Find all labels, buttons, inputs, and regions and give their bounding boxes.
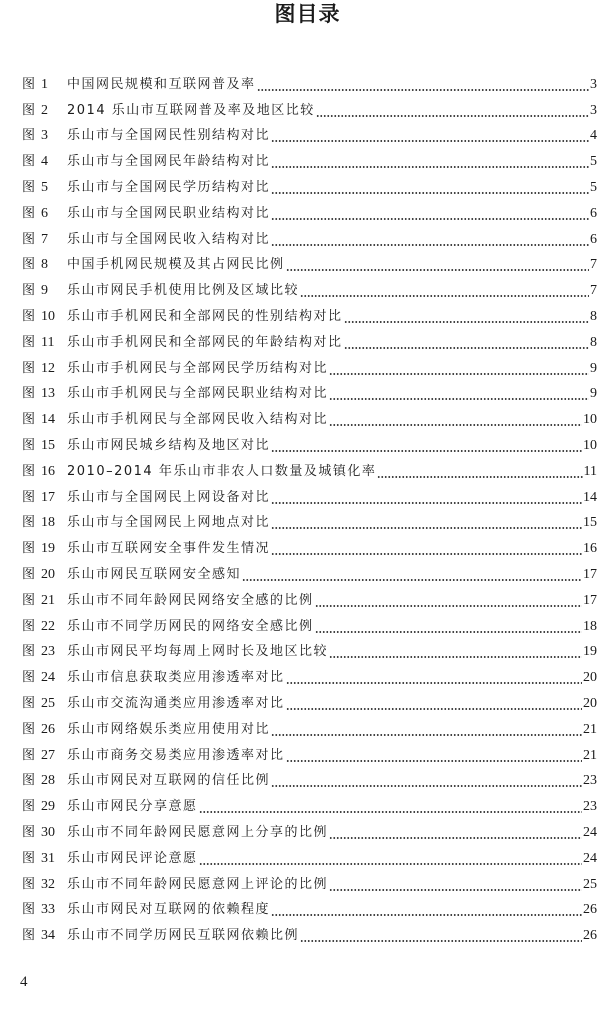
figure-index: 24: [41, 670, 56, 686]
figure-page: 4: [590, 128, 597, 144]
figure-number: [22, 589, 67, 613]
figure-number: [22, 331, 67, 355]
figure-title: 乐山市手机网民与全部网民收入结构对比: [67, 412, 329, 428]
figure-prefix: 图: [22, 283, 36, 299]
dot-leader: [329, 382, 589, 406]
toc-entry[interactable]: [22, 174, 597, 200]
dot-leader: [315, 615, 582, 639]
figure-page: 6: [590, 231, 597, 247]
figure-number: [22, 563, 67, 587]
toc-entry[interactable]: [22, 406, 597, 432]
dot-leader: [271, 486, 582, 510]
figure-page: 9: [590, 386, 597, 402]
toc-entry[interactable]: [22, 561, 597, 587]
toc-entry[interactable]: [22, 793, 597, 819]
dot-leader: [242, 563, 582, 587]
dot-leader: [329, 640, 582, 664]
figure-index: 11: [41, 334, 55, 350]
figure-title: 乐山市与全国网民上网设备对比: [67, 489, 271, 505]
dot-leader: [300, 279, 589, 303]
figure-prefix: 图: [22, 205, 36, 221]
figure-index: 2: [41, 102, 49, 118]
figure-number: [22, 305, 67, 329]
toc-entry[interactable]: [22, 329, 597, 355]
figure-index: 4: [41, 154, 49, 170]
figure-prefix: 图: [22, 799, 36, 815]
figure-prefix: 图: [22, 102, 36, 118]
figure-title: 乐山市网民手机使用比例及区域比较: [67, 283, 300, 299]
dot-leader: [271, 124, 589, 148]
figure-page: 17: [583, 592, 597, 608]
figure-prefix: 图: [22, 670, 36, 686]
figure-index: 17: [41, 489, 56, 505]
dot-leader: [286, 253, 589, 277]
figure-index: 1: [41, 76, 49, 92]
figure-number: [22, 795, 67, 819]
toc-entry[interactable]: [22, 922, 597, 948]
dot-leader: [257, 73, 589, 97]
figure-list: [22, 71, 597, 948]
figure-title: 乐山市手机网民和全部网民的年龄结构对比: [67, 334, 343, 350]
dot-leader: [344, 305, 589, 329]
toc-entry[interactable]: [22, 226, 597, 252]
figure-index: 31: [41, 850, 56, 866]
figure-number: [22, 511, 67, 535]
figure-page: 6: [590, 205, 597, 221]
figure-prefix: 图: [22, 824, 36, 840]
figure-number: [22, 486, 67, 510]
figure-number: [22, 847, 67, 871]
toc-entry[interactable]: [22, 768, 597, 794]
dot-leader: [271, 769, 582, 793]
dot-leader: [329, 357, 589, 381]
figure-title: 乐山市与全国网民职业结构对比: [67, 205, 271, 221]
dot-leader: [271, 718, 582, 742]
figure-index: 14: [41, 412, 56, 428]
figure-prefix: 图: [22, 721, 36, 737]
figure-page: 23: [583, 773, 597, 789]
figure-prefix: 图: [22, 566, 36, 582]
figure-index: 29: [41, 799, 56, 815]
toc-entry[interactable]: [22, 639, 597, 665]
toc-entry[interactable]: [22, 252, 597, 278]
figure-title: 乐山市网民对互联网的信任比例: [67, 773, 271, 789]
figure-title: 乐山市与全国网民学历结构对比: [67, 179, 271, 195]
figure-index: 5: [41, 179, 49, 195]
figure-prefix: 图: [22, 128, 36, 144]
figure-number: [22, 408, 67, 432]
figure-prefix: 图: [22, 773, 36, 789]
figure-prefix: 图: [22, 231, 36, 247]
page-number: 4: [20, 974, 28, 990]
figure-prefix: 图: [22, 437, 36, 453]
toc-entry[interactable]: [22, 97, 597, 123]
dot-leader: [329, 873, 582, 897]
figure-title: 乐山市手机网民与全部网民职业结构对比: [67, 386, 329, 402]
dot-leader: [271, 434, 582, 458]
figure-index: 22: [41, 618, 56, 634]
toc-entry[interactable]: [22, 690, 597, 716]
dot-leader: [271, 202, 589, 226]
dot-leader: [271, 511, 582, 535]
figure-page: 10: [583, 437, 597, 453]
figure-number: [22, 357, 67, 381]
dot-leader: [271, 150, 589, 174]
dot-leader: [344, 331, 589, 355]
toc-entry[interactable]: [22, 871, 597, 897]
figure-page: 20: [583, 670, 597, 686]
figure-prefix: 图: [22, 902, 36, 918]
figure-number: [22, 279, 67, 303]
figure-title: 乐山市不同学历网民的网络安全感比例: [67, 618, 314, 634]
figure-page: 5: [590, 179, 597, 195]
figure-number: [22, 898, 67, 922]
toc-entry[interactable]: [22, 587, 597, 613]
figure-index: 27: [41, 747, 56, 763]
figure-number: [22, 666, 67, 690]
dot-leader: [300, 924, 582, 948]
toc-entry[interactable]: [22, 148, 597, 174]
figure-title: 乐山市网民对互联网的依赖程度: [67, 902, 271, 918]
figure-number: [22, 873, 67, 897]
figure-page: 24: [583, 850, 597, 866]
toc-entry[interactable]: [22, 845, 597, 871]
figure-page: 11: [583, 463, 597, 479]
figure-number: [22, 744, 67, 768]
toc-entry[interactable]: [22, 432, 597, 458]
figure-prefix: 图: [22, 515, 36, 531]
figure-title: 乐山市手机网民与全部网民学历结构对比: [67, 360, 329, 376]
figure-title: 乐山市网民平均每周上网时长及地区比较: [67, 644, 329, 660]
figure-number: [22, 434, 67, 458]
figure-prefix: 图: [22, 308, 36, 324]
figure-prefix: 图: [22, 257, 36, 273]
dot-leader: [286, 692, 582, 716]
dot-leader: [329, 408, 582, 432]
figure-page: 18: [583, 618, 597, 634]
toc-entry[interactable]: [22, 742, 597, 768]
figure-index: 19: [41, 541, 56, 557]
figure-index: 10: [41, 308, 56, 324]
toc-entry[interactable]: [22, 277, 597, 303]
toc-entry[interactable]: [22, 458, 597, 484]
figure-page: 24: [583, 824, 597, 840]
dot-leader: [286, 744, 582, 768]
toc-entry[interactable]: [22, 123, 597, 149]
figure-index: 16: [41, 463, 56, 479]
figure-number: [22, 73, 67, 97]
figure-prefix: 图: [22, 334, 36, 350]
figure-index: 8: [41, 257, 49, 273]
figure-page: 7: [590, 257, 597, 273]
figure-title: 乐山市网民互联网安全感知: [67, 566, 242, 582]
figure-title: 乐山市与全国网民上网地点对比: [67, 515, 271, 531]
figure-index: 21: [41, 592, 56, 608]
figure-page: 3: [590, 102, 597, 118]
figure-index: 23: [41, 644, 56, 660]
toc-entry[interactable]: [22, 200, 597, 226]
toc-entry[interactable]: [22, 71, 597, 97]
figure-index: 13: [41, 386, 56, 402]
figure-number: [22, 99, 67, 123]
toc-entry[interactable]: [22, 664, 597, 690]
figure-number: [22, 692, 67, 716]
figure-title: 乐山市交流沟通类应用渗透率对比: [67, 695, 285, 711]
figure-page: 8: [590, 308, 597, 324]
figure-prefix: 图: [22, 179, 36, 195]
figure-index: 25: [41, 695, 56, 711]
figure-title: 乐山市商务交易类应用渗透率对比: [67, 747, 285, 763]
figure-title: 乐山市与全国网民年龄结构对比: [67, 154, 271, 170]
figure-title: 乐山市与全国网民性别结构对比: [67, 128, 271, 144]
figure-page: 5: [590, 154, 597, 170]
figure-number: [22, 718, 67, 742]
figure-index: 15: [41, 437, 56, 453]
figure-number: [22, 253, 67, 277]
figure-title: 中国网民规模和互联网普及率: [67, 76, 256, 92]
toc-entry[interactable]: [22, 484, 597, 510]
toc-entry[interactable]: [22, 716, 597, 742]
figure-prefix: 图: [22, 644, 36, 660]
figure-page: 17: [583, 566, 597, 582]
figure-page: 21: [583, 721, 597, 737]
toc-entry[interactable]: [22, 303, 597, 329]
figure-title: 乐山市信息获取类应用渗透率对比: [67, 670, 285, 686]
figure-page: 3: [590, 76, 597, 92]
figure-page: 26: [583, 902, 597, 918]
figure-title: 2014 乐山市互联网普及率及地区比较: [67, 102, 315, 118]
figure-prefix: 图: [22, 463, 36, 479]
figure-index: 3: [41, 128, 49, 144]
figure-number: [22, 460, 67, 484]
figure-prefix: 图: [22, 360, 36, 376]
figure-number: [22, 202, 67, 226]
figure-index: 9: [41, 283, 49, 299]
dot-leader: [286, 666, 582, 690]
figure-prefix: 图: [22, 412, 36, 428]
figure-page: 16: [583, 541, 597, 557]
figure-title: 乐山市网络娱乐类应用使用对比: [67, 721, 271, 737]
figure-index: 18: [41, 515, 56, 531]
figure-index: 30: [41, 824, 56, 840]
figure-number: [22, 382, 67, 406]
toc-entry[interactable]: [22, 510, 597, 536]
figure-title: 乐山市网民城乡结构及地区对比: [67, 437, 271, 453]
dot-leader: [377, 460, 582, 484]
figure-number: [22, 640, 67, 664]
figure-index: 20: [41, 566, 56, 582]
figure-index: 33: [41, 902, 56, 918]
figure-number: [22, 176, 67, 200]
figure-prefix: 图: [22, 154, 36, 170]
figure-index: 34: [41, 928, 56, 944]
figure-page: 20: [583, 695, 597, 711]
figure-title: 乐山市网民评论意愿: [67, 850, 198, 866]
figure-index: 12: [41, 360, 56, 376]
figure-index: 32: [41, 876, 56, 892]
toc-entry[interactable]: [22, 355, 597, 381]
figure-prefix: 图: [22, 386, 36, 402]
figure-index: 6: [41, 205, 49, 221]
figure-index: 28: [41, 773, 56, 789]
figure-number: [22, 124, 67, 148]
figure-prefix: 图: [22, 76, 36, 92]
figure-prefix: 图: [22, 541, 36, 557]
figure-prefix: 图: [22, 876, 36, 892]
figure-page: 14: [583, 489, 597, 505]
figure-title: 乐山市网民分享意愿: [67, 799, 198, 815]
figure-page: 25: [583, 876, 597, 892]
figure-page: 23: [583, 799, 597, 815]
figure-prefix: 图: [22, 618, 36, 634]
toc-entry[interactable]: [22, 613, 597, 639]
figure-prefix: 图: [22, 592, 36, 608]
figure-page: 8: [590, 334, 597, 350]
figure-page: 10: [583, 412, 597, 428]
dot-leader: [329, 821, 582, 845]
figure-prefix: 图: [22, 850, 36, 866]
figure-number: [22, 537, 67, 561]
dot-leader: [199, 795, 582, 819]
dot-leader: [271, 898, 582, 922]
figure-number: [22, 150, 67, 174]
figure-title: 乐山市互联网安全事件发生情况: [67, 541, 271, 557]
dot-leader: [271, 176, 589, 200]
figure-prefix: 图: [22, 695, 36, 711]
figure-number: [22, 924, 67, 948]
figure-title: 乐山市手机网民和全部网民的性别结构对比: [67, 308, 343, 324]
figure-page: 15: [583, 515, 597, 531]
toc-entry[interactable]: [22, 535, 597, 561]
figure-page: 19: [583, 644, 597, 660]
figure-number: [22, 821, 67, 845]
figure-index: 26: [41, 721, 56, 737]
dot-leader: [316, 99, 589, 123]
figure-title: 乐山市不同学历网民互联网依赖比例: [67, 928, 300, 944]
toc-entry[interactable]: [22, 381, 597, 407]
figure-number: [22, 228, 67, 252]
figure-page: 9: [590, 360, 597, 376]
figure-title: 2010–2014 年乐山市非农人口数量及城镇化率: [67, 463, 377, 479]
figure-number: [22, 615, 67, 639]
figure-title: 乐山市与全国网民收入结构对比: [67, 231, 271, 247]
figure-prefix: 图: [22, 747, 36, 763]
figure-page: 26: [583, 928, 597, 944]
figure-prefix: 图: [22, 489, 36, 505]
figure-title: 乐山市不同年龄网民愿意网上评论的比例: [67, 876, 329, 892]
figure-number: [22, 769, 67, 793]
toc-entry[interactable]: [22, 819, 597, 845]
dot-leader: [199, 847, 582, 871]
figure-title: 乐山市不同年龄网民网络安全感的比例: [67, 592, 314, 608]
figure-index: 7: [41, 231, 49, 247]
dot-leader: [315, 589, 582, 613]
figure-title: 中国手机网民规模及其占网民比例: [67, 257, 285, 273]
figure-page: 21: [583, 747, 597, 763]
figure-title: 乐山市不同年龄网民愿意网上分享的比例: [67, 824, 329, 840]
toc-entry[interactable]: [22, 897, 597, 923]
figure-page: 7: [590, 283, 597, 299]
dot-leader: [271, 537, 582, 561]
figure-prefix: 图: [22, 928, 36, 944]
dot-leader: [271, 228, 589, 252]
page-title: 图目录: [274, 2, 341, 26]
